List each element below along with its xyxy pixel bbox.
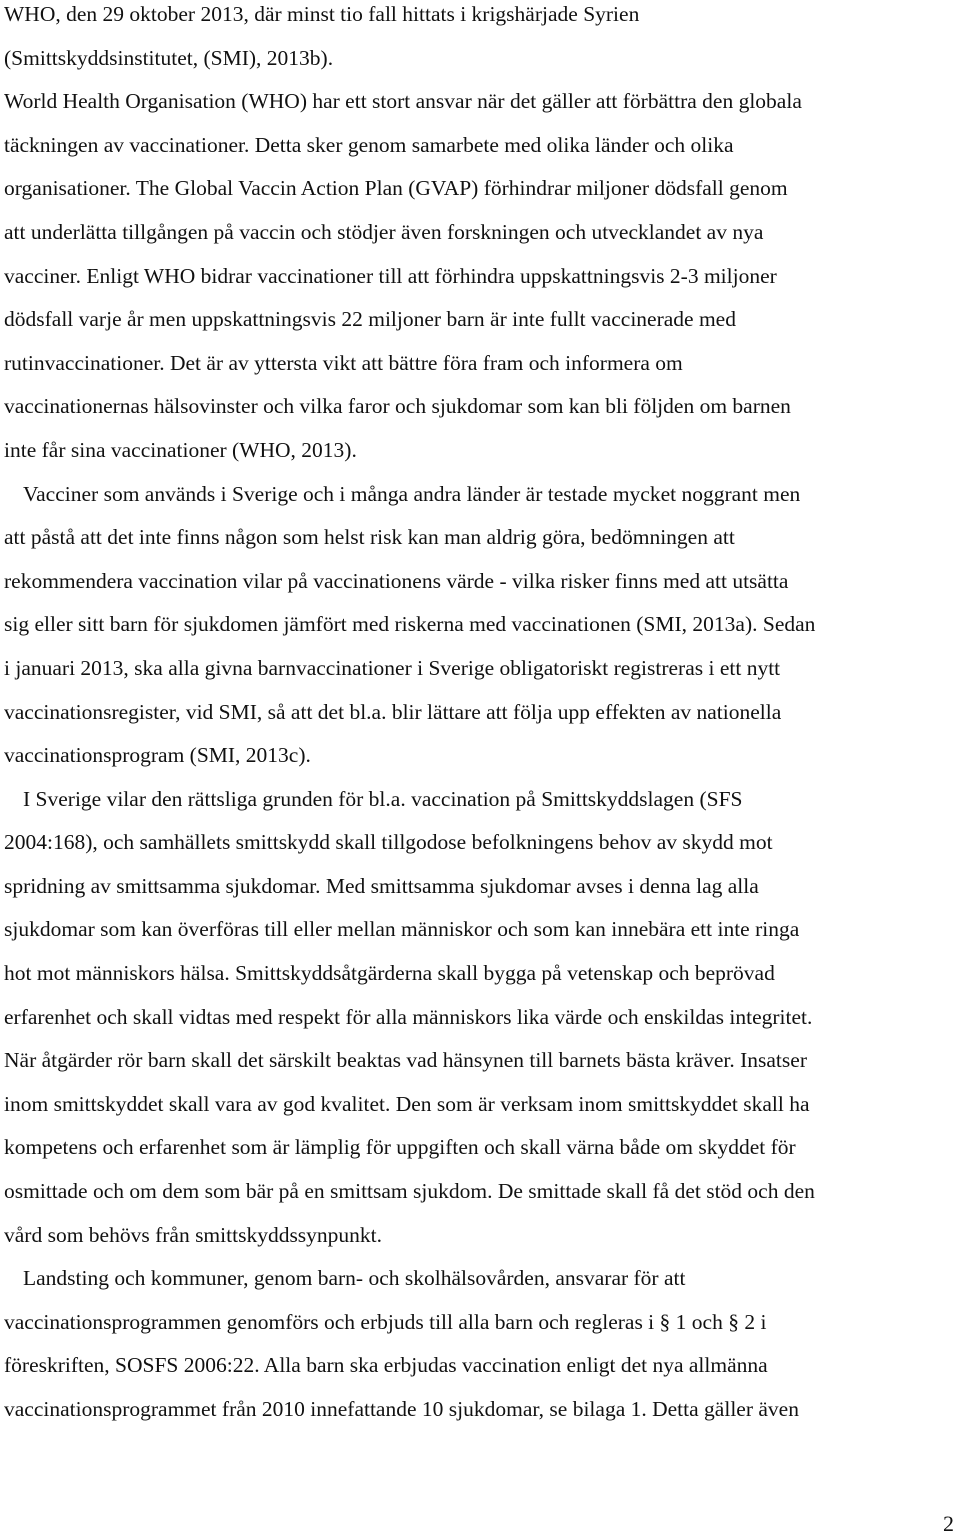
text-line: vaccinationsprogrammet från 2010 innefattande 10 sjukdomar, se bilaga 1. Detta gäller även <box>4 1397 799 1421</box>
text-line: sig eller sitt barn för sjukdomen jämfört med riskerna med vaccinationen (SMI, 2013a). Sedan <box>4 612 816 637</box>
text-line: kompetens och erfarenhet som är lämplig för uppgiften och skall värna både om skyddet för <box>4 1135 796 1160</box>
text-line: 2004:168), och samhällets smittskydd skall tillgodose befolkningens behov av skydd mot <box>4 830 773 855</box>
text-line: vaccinationsprogram (SMI, 2013c). <box>4 743 311 768</box>
text-line: vaccinationernas hälsovinster och vilka faror och sjukdomar som kan bli följden om barnen <box>4 394 791 419</box>
text-line: spridning av smittsamma sjukdomar. Med smittsamma sjukdomar avses i denna lag alla <box>4 873 759 898</box>
text-line: att påstå att det inte finns någon som helst risk kan man aldrig göra, bedömningen att <box>4 525 735 550</box>
text-line: att underlätta tillgången på vaccin och stödjer även forskningen och utvecklandet av nya <box>4 219 764 244</box>
text-line: rekommendera vaccination vilar på vaccinationens värde - vilka risker finns med att utsätta <box>4 568 789 593</box>
text-line: organisationer. The Global Vaccin Action Plan (GVAP) förhindrar miljoner dödsfall genom <box>4 176 788 201</box>
paragraph-first-line: I Sverige vilar den rättsliga grunden för bl.a. vaccination på Smittskyddslagen (SFS <box>23 786 743 811</box>
text-line: (Smittskyddsinstitutet, (SMI), 2013b). <box>4 45 334 70</box>
paragraph-first-line: Vacciner som används i Sverige och i många andra länder är testade mycket noggrant men <box>23 481 801 506</box>
text-line: sjukdomar som kan överföras till eller mellan människor och som kan innebära ett inte ringa <box>4 917 800 942</box>
text-line: osmittade och om dem som bär på en smittsam sjukdom. De smittade skall få det stöd och den <box>4 1179 815 1204</box>
text-line: rutinvaccinationer. Det är av yttersta vikt att bättre föra fram och informera om <box>4 350 683 375</box>
text-line: hot mot människors hälsa. Smittskyddsåtgärderna skall bygga på vetenskap och beprövad <box>4 961 775 986</box>
document-page <box>4 0 958 1439</box>
text-line: inom smittskyddet skall vara av god kvalitet. Den som är verksam inom smittskyddet skall ha <box>4 1091 810 1116</box>
text-line: inte får sina vaccinationer (WHO, 2013). <box>4 437 357 462</box>
text-line: vaccinationsregister, vid SMI, så att det bl.a. blir lättare att följa upp effekten av nationella <box>4 699 782 724</box>
text-line: vård som behövs från smittskyddssynpunkt. <box>4 1222 383 1247</box>
text-line: erfarenhet och skall vidtas med respekt för alla människors lika värde och enskildas integritet. <box>4 1004 813 1029</box>
text-line: World Health Organisation (WHO) har ett stort ansvar när det gäller att förbättra den globala <box>4 89 802 114</box>
text-line: vaccinationsprogrammen genomförs och erbjuds till alla barn och regleras i § 1 och § 2 i <box>4 1309 767 1334</box>
text-line: vacciner. Enligt WHO bidrar vaccinationer till att förhindra uppskattningsvis 2-3 miljoner <box>4 263 777 288</box>
text-line: i januari 2013, ska alla givna barnvaccinationer i Sverige obligatoriskt registreras i ett nytt <box>4 655 781 680</box>
text-line: täckningen av vaccinationer. Detta sker genom samarbete med olika länder och olika <box>4 132 734 157</box>
paragraph-first-line: Landsting och kommuner, genom barn- och skolhälsovården, ansvarar för att <box>23 1266 686 1291</box>
text-line: WHO, den 29 oktober 2013, där minst tio fall hittats i krigshärjade Syrien <box>4 2 640 26</box>
text-line: föreskriften, SOSFS 2006:22. Alla barn ska erbjudas vaccination enligt det nya allmänna <box>4 1353 768 1378</box>
text-line: När åtgärder rör barn skall det särskilt beaktas vad hänsynen till barnets bästa kräver. Insatser <box>4 1048 807 1073</box>
text-line: dödsfall varje år men uppskattningsvis 22 miljoner barn är inte fullt vaccinerade med <box>4 307 736 332</box>
page-number: 2 <box>943 1511 954 1536</box>
